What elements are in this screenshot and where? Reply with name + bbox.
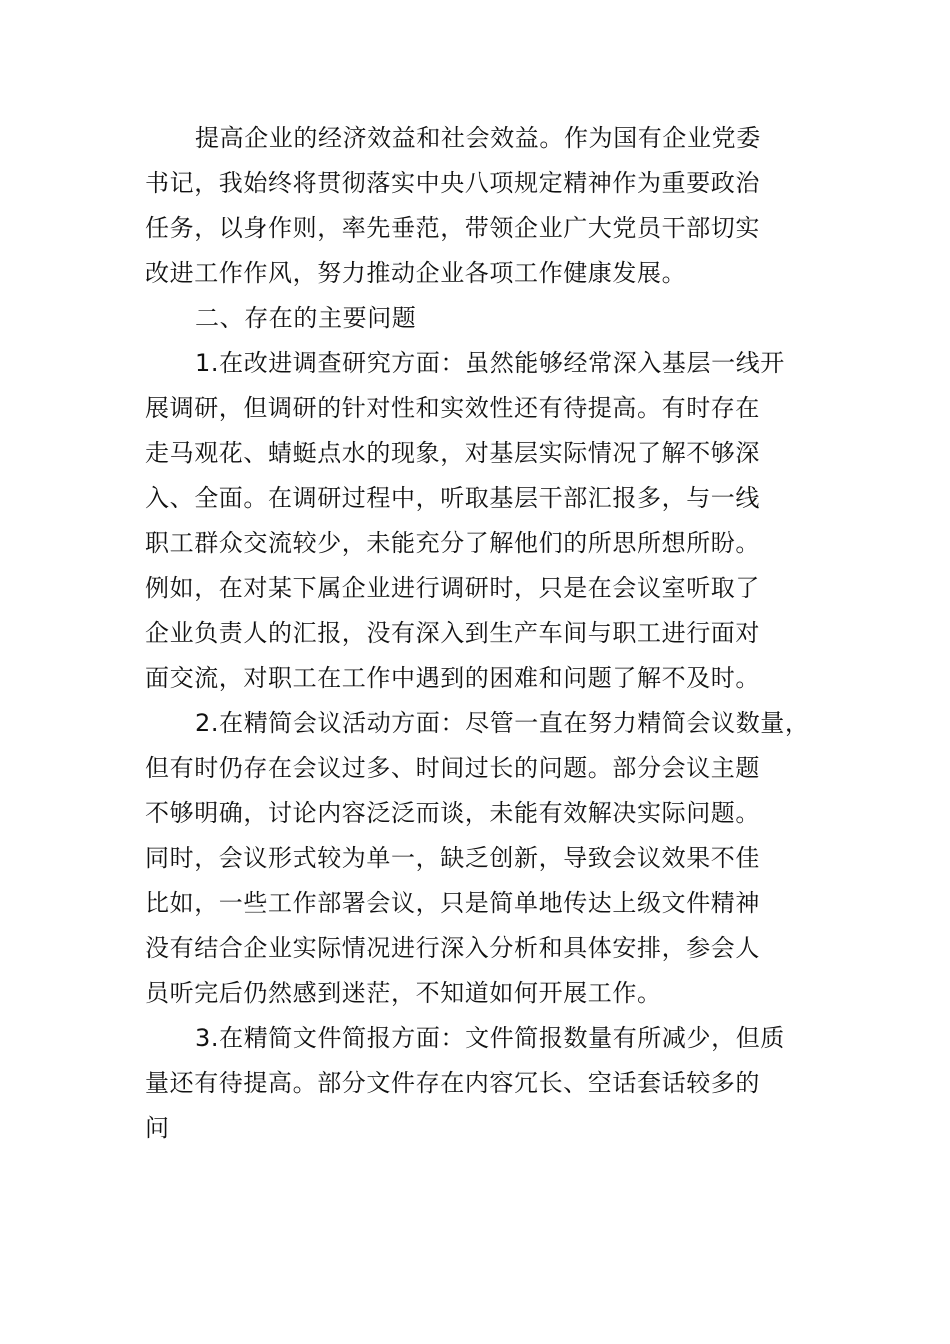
paragraph-line: 没有结合企业实际情况进行深入分析和具体安排，参会人 [145, 934, 760, 962]
paragraph-line: 1.在改进调查研究方面：虽然能够经常深入基层一线开 [195, 349, 785, 377]
paragraph-line: 量还有待提高。部分文件存在内容冗长、空话套话较多的 [145, 1069, 760, 1097]
paragraph-line: 改进工作作风，努力推动企业各项工作健康发展。 [145, 259, 687, 287]
paragraph-line: 走马观花、蜻蜓点水的现象，对基层实际情况了解不够深 [145, 439, 760, 467]
paragraph-line: 入、全面。在调研过程中，听取基层干部汇报多，与一线 [145, 484, 760, 512]
paragraph-line: 比如，一些工作部署会议，只是简单地传达上级文件精神 [145, 889, 760, 917]
paragraph-line: 任务，以身作则，率先垂范，带领企业广大党员干部切实 [145, 214, 760, 242]
paragraph-line: 不够明确，讨论内容泛泛而谈，未能有效解决实际问题。 [145, 799, 760, 827]
paragraph-line: 3.在精简文件简报方面：文件简报数量有所减少，但质 [195, 1024, 785, 1052]
paragraph-line: 2.在精简会议活动方面：尽管一直在努力精简会议数量， [195, 709, 810, 737]
paragraph-line: 问 [145, 1114, 170, 1142]
paragraph-line: 职工群众交流较少，未能充分了解他们的所思所想所盼。 [145, 529, 760, 557]
paragraph-line: 例如，在对某下属企业进行调研时，只是在会议室听取了 [145, 574, 760, 602]
paragraph-line: 员听完后仍然感到迷茫，不知道如何开展工作。 [145, 979, 662, 1007]
paragraph-line: 企业负责人的汇报，没有深入到生产车间与职工进行面对 [145, 619, 760, 647]
section-heading: 二、存在的主要问题 [195, 304, 417, 332]
paragraph-line: 书记，我始终将贯彻落实中央八项规定精神作为重要政治 [145, 169, 760, 197]
paragraph-line: 但有时仍存在会议过多、时间过长的问题。部分会议主题 [145, 754, 760, 782]
paragraph-line: 面交流，对职工在工作中遇到的困难和问题了解不及时。 [145, 664, 760, 692]
paragraph-line: 同时，会议形式较为单一，缺乏创新，导致会议效果不佳 [145, 844, 760, 872]
paragraph-line: 提高企业的经济效益和社会效益。作为国有企业党委 [195, 124, 761, 152]
paragraph-line: 展调研，但调研的针对性和实效性还有待提高。有时存在 [145, 394, 760, 422]
